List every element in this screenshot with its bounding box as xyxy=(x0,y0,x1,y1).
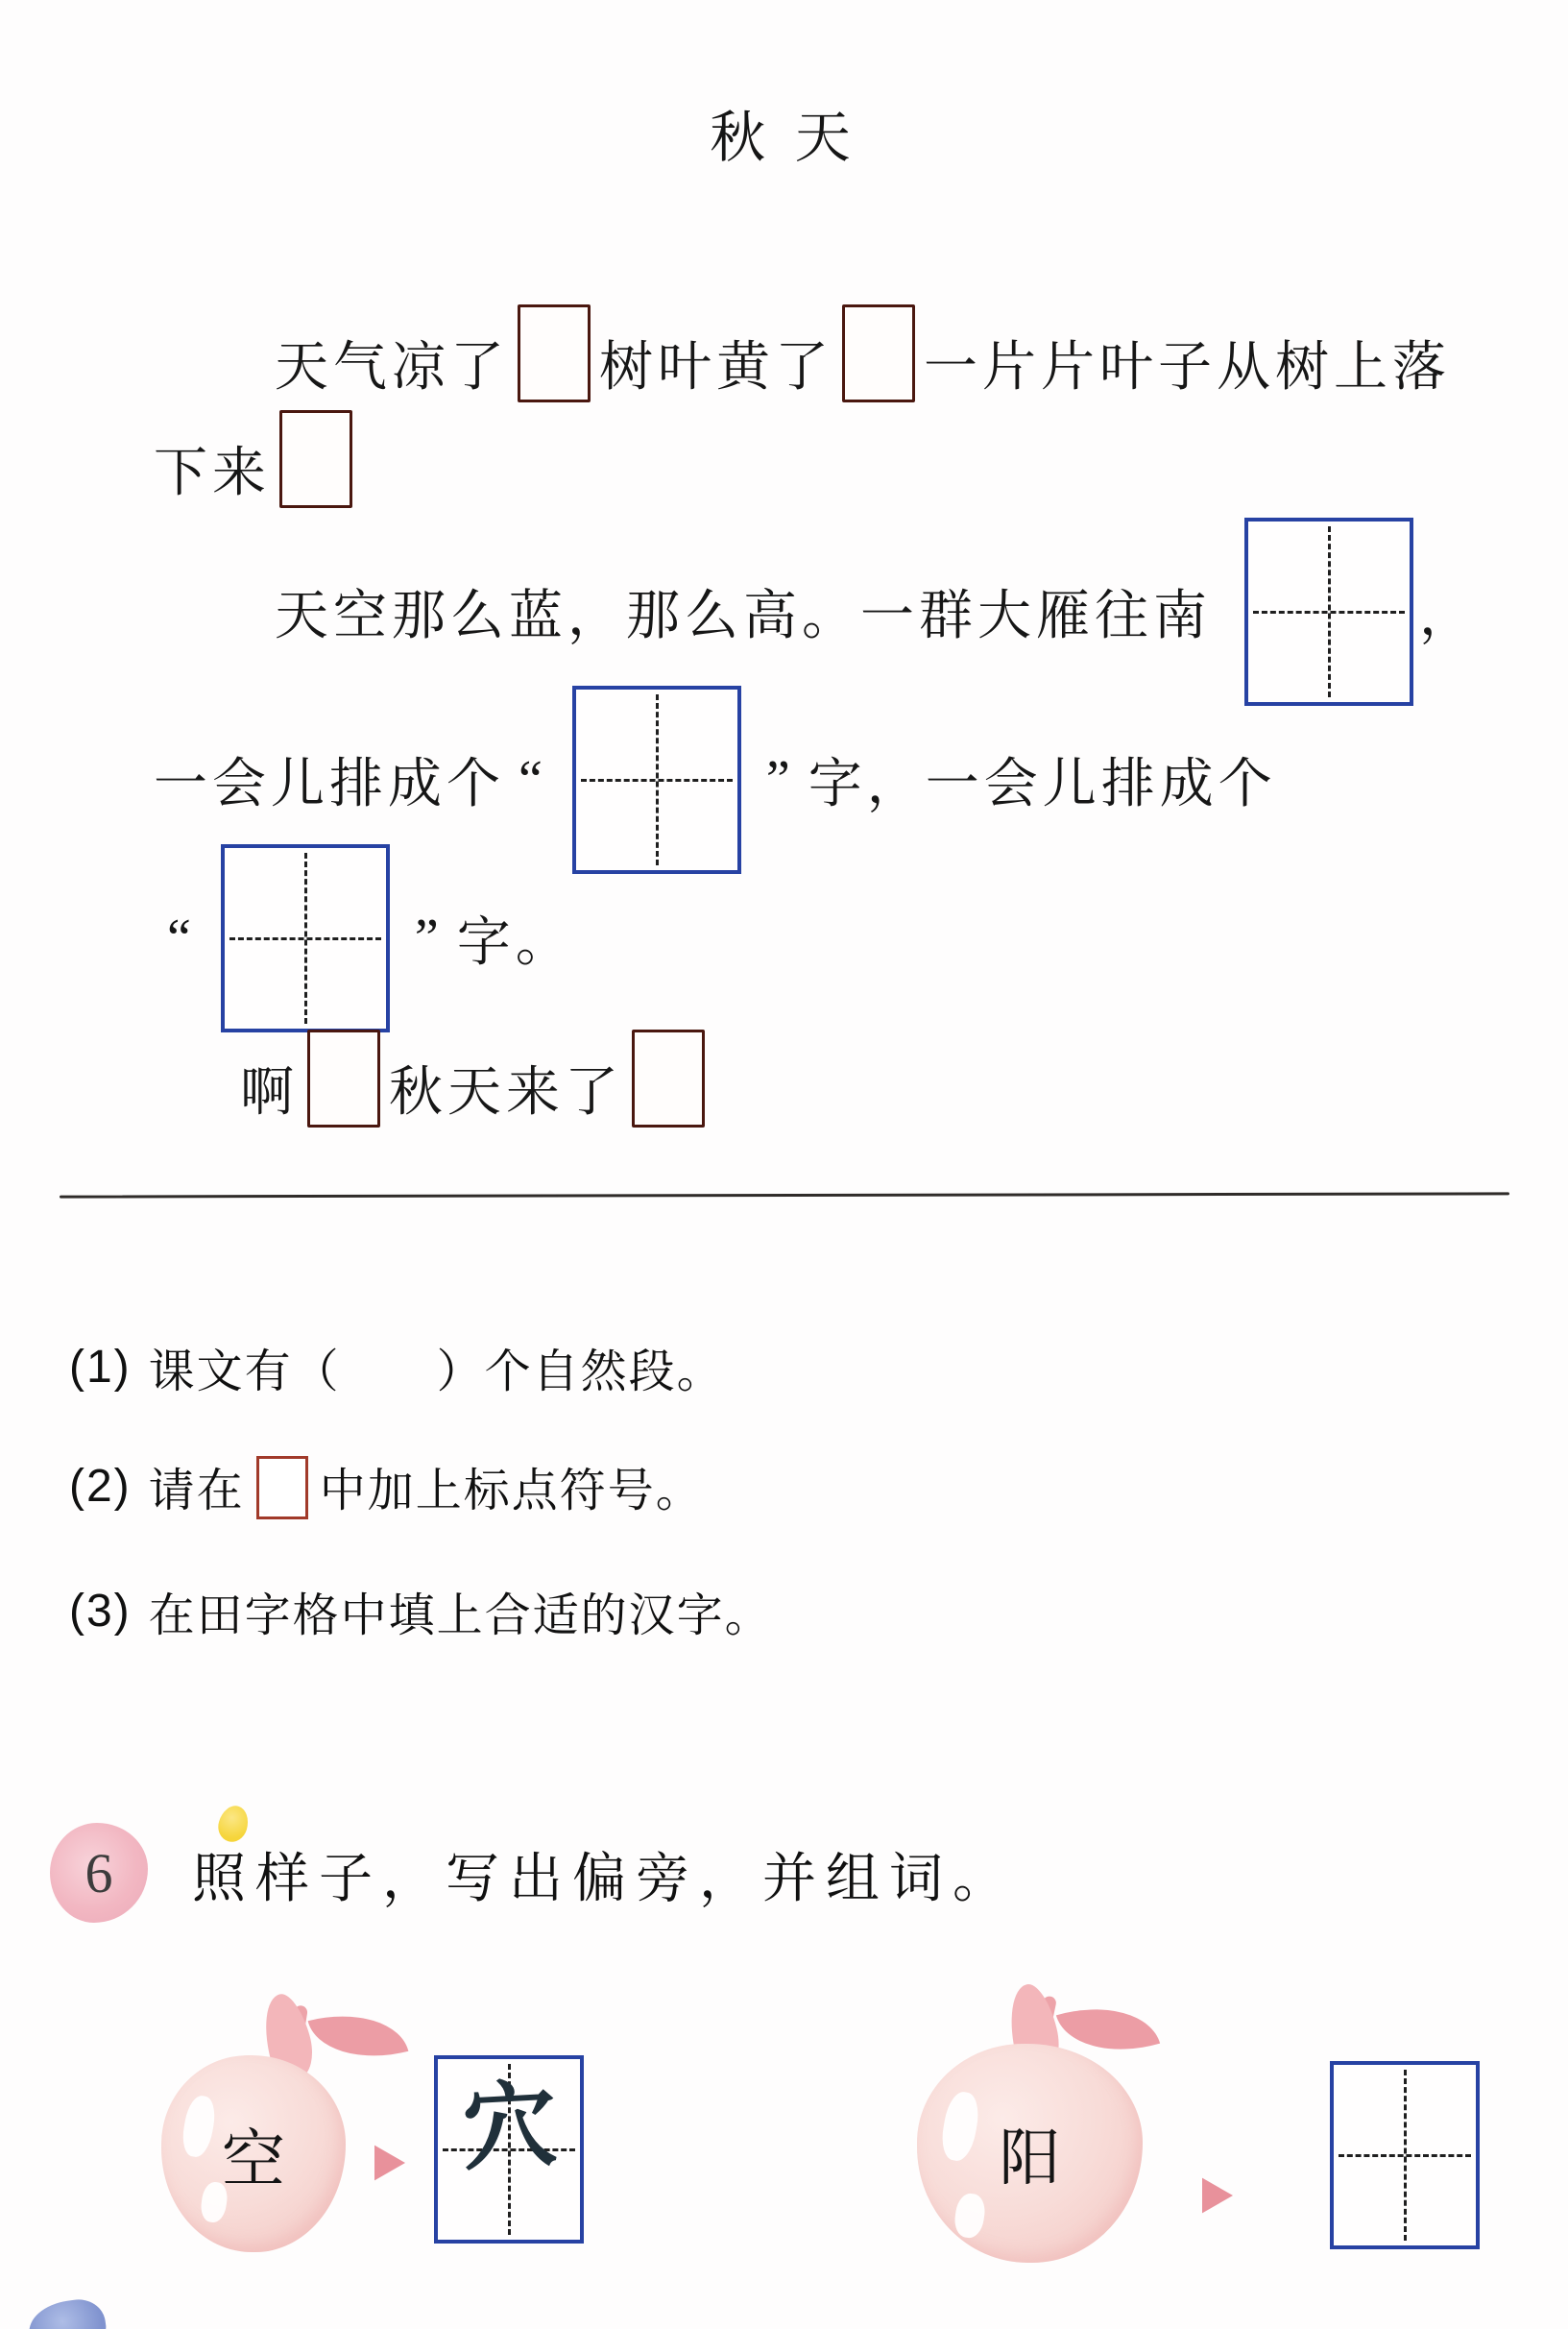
grid-horizontal-dash xyxy=(581,779,733,782)
question-text: 在田字格中填上合适的汉字。 xyxy=(148,1589,773,1641)
tianzige-grid[interactable] xyxy=(221,844,390,1032)
grid-horizontal-dash xyxy=(1339,2154,1471,2157)
question-text: 中加上标点符号。 xyxy=(319,1465,704,1516)
passage-text: ， xyxy=(1419,587,1478,646)
passage-text: 天气凉了 xyxy=(275,337,509,398)
punctuation-box[interactable] xyxy=(307,1030,380,1128)
question-number: (2) xyxy=(69,1460,132,1512)
passage-text: 天空那么蓝，那么高。一群大雁往南 xyxy=(275,587,1212,646)
section-divider xyxy=(60,1192,1509,1198)
tianzige-grid-answer[interactable] xyxy=(1330,2061,1480,2249)
badge-number: 6 xyxy=(84,1841,113,1904)
arrow-right-icon xyxy=(374,2144,405,2182)
question-number: (1) xyxy=(69,1341,132,1393)
passage-text: 树叶黄了 xyxy=(599,337,833,398)
passage-line-6 xyxy=(240,1032,713,1143)
question-2 xyxy=(69,1452,704,1519)
passage-line-3 xyxy=(275,516,1478,708)
question-text: 课文有（ ）个自然段。 xyxy=(148,1346,725,1397)
grid-horizontal-dash xyxy=(1253,611,1405,614)
open-quote: “ xyxy=(519,750,547,810)
apple-char-right: 阳 xyxy=(999,2124,1061,2193)
apple-char-left: 空 xyxy=(222,2125,285,2196)
arrow-right-icon xyxy=(1202,2176,1233,2215)
section6-heading: 照样子，写出偏旁，并组词。 xyxy=(192,1848,1016,1908)
passage-line-5 xyxy=(154,842,574,1034)
open-quote: “ xyxy=(167,909,196,968)
tianzige-grid-example[interactable] xyxy=(434,2055,584,2244)
punctuation-box[interactable] xyxy=(632,1030,705,1128)
punctuation-box[interactable] xyxy=(842,304,915,402)
worksheet-title: 秋 天 xyxy=(710,107,858,169)
tianzige-grid[interactable] xyxy=(1244,518,1413,706)
tianzige-grid[interactable] xyxy=(572,686,741,874)
ink-smudge-decoration xyxy=(26,2296,109,2329)
passage-line-2 xyxy=(154,413,361,523)
passage-text: 一片片叶子从树上落 xyxy=(924,337,1451,398)
passage-text: 字。 xyxy=(456,913,574,973)
close-quote: ” xyxy=(765,750,795,810)
question-1 xyxy=(69,1333,725,1400)
punctuation-box-symbol xyxy=(256,1456,308,1519)
passage-line-1 xyxy=(275,307,1451,418)
punctuation-box[interactable] xyxy=(279,410,352,508)
passage-text: 字，一会儿排成个 xyxy=(808,755,1277,814)
punctuation-box[interactable] xyxy=(518,304,591,402)
passage-text: 下来 xyxy=(154,443,271,503)
passage-text: 一会儿排成个 xyxy=(154,755,505,814)
passage-text: 秋天来了 xyxy=(389,1062,623,1123)
question-3 xyxy=(69,1577,773,1644)
passage-text: 啊 xyxy=(240,1062,299,1123)
grid-horizontal-dash xyxy=(229,937,381,940)
question-number: (3) xyxy=(69,1585,132,1637)
question-number-badge xyxy=(50,1823,148,1923)
close-quote: ” xyxy=(414,909,444,968)
grid-example-char: 穴 xyxy=(459,2074,560,2183)
question-text: 请在 xyxy=(148,1465,245,1516)
